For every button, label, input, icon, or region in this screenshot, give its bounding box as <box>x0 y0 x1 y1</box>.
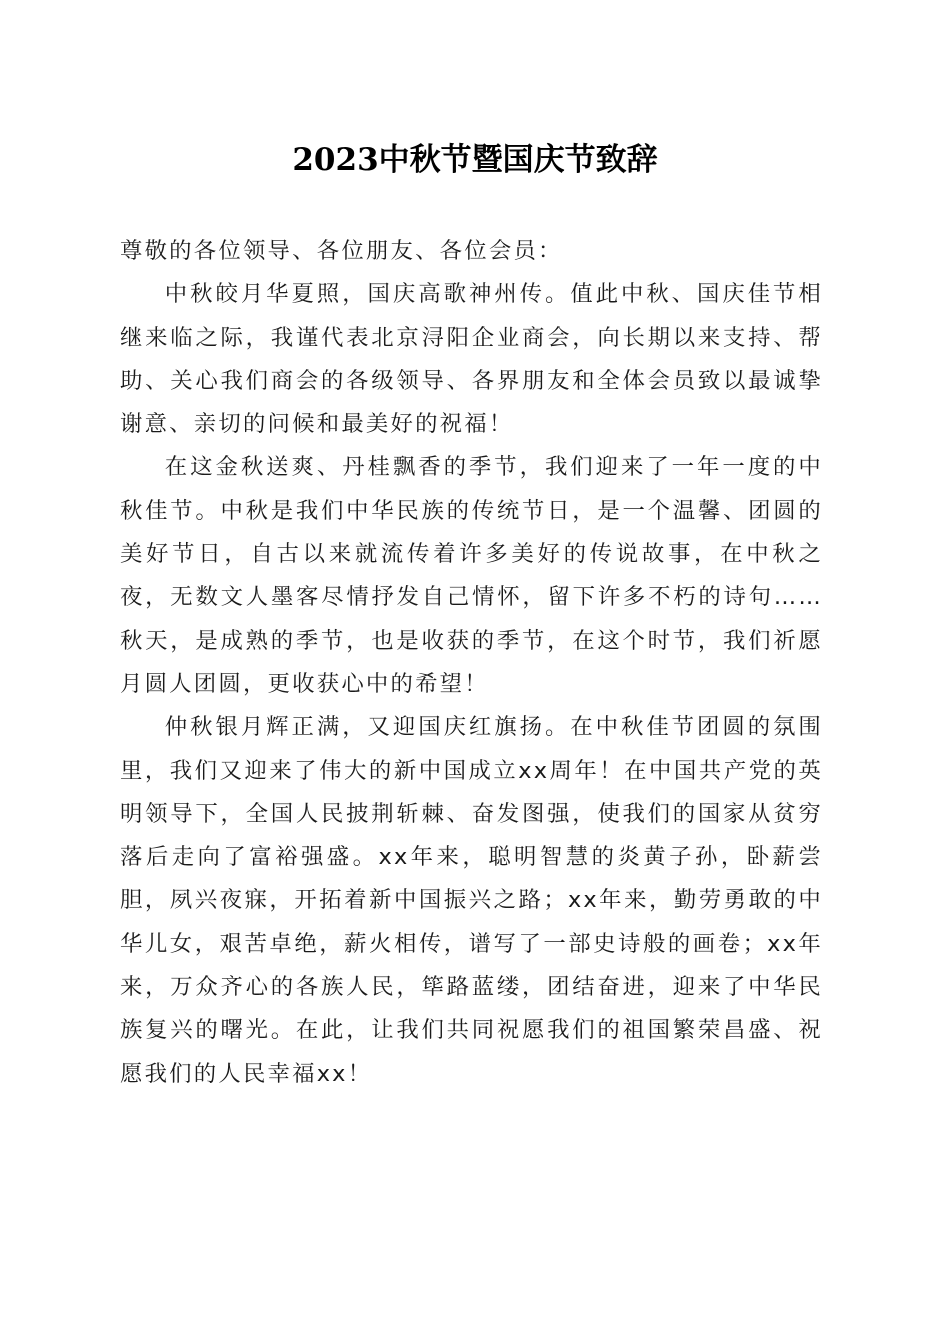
paragraph-1: 中秋皎月华夏照，国庆高歌神州传。值此中秋、国庆佳节相继来临之际，我谨代表北京浔阳企业商会，向长期以来支持、帮助、关心我们商会的各级领导、各界朋友和全体会员致以最诚挚谢意、亲切的问候和最美好的祝福！ <box>120 281 823 438</box>
document-body <box>120 230 823 1096</box>
document-title: 2023中秋节暨国庆节致辞 <box>292 142 658 178</box>
paragraph-2: 在这金秋送爽、丹桂飘香的季节，我们迎来了一年一度的中秋佳节。中秋是我们中华民族的传统节日，是一个温馨、团圆的美好节日，自古以来就流传着许多美好的传说故事，在中秋之夜，无数文人墨客尽情抒发自己情怀，留下许多不朽的诗句……秋天，是成熟的季节，也是收获的季节，在这个时节，我们祈愿月圆人团圆，更收获心中的希望！ <box>120 454 823 697</box>
paragraph-3: 仲秋银月辉正满，又迎国庆红旗扬。在中秋佳节团圆的氛围里，我们又迎来了伟大的新中国成立xx周年！在中国共产党的英明领导下，全国人民披荆斩棘、奋发图强，使我们的国家从贫穷落后走向了富裕强盛。xx年来，聪明智慧的炎黄子孙，卧薪尝胆，夙兴夜寐，开拓着新中国振兴之路；xx年来，勤劳勇敢的中华儿女，艰苦卓绝，薪火相传，谱写了一部史诗般的画卷；xx年来，万众齐心的各族人民，筚路蓝缕，团结奋进，迎来了中华民族复兴的曙光。在此，让我们共同祝愿我们的祖国繁荣昌盛、祝愿我们的人民幸福xx！ <box>120 714 823 1087</box>
salutation: 尊敬的各位领导、各位朋友、各位会员： <box>120 238 563 264</box>
